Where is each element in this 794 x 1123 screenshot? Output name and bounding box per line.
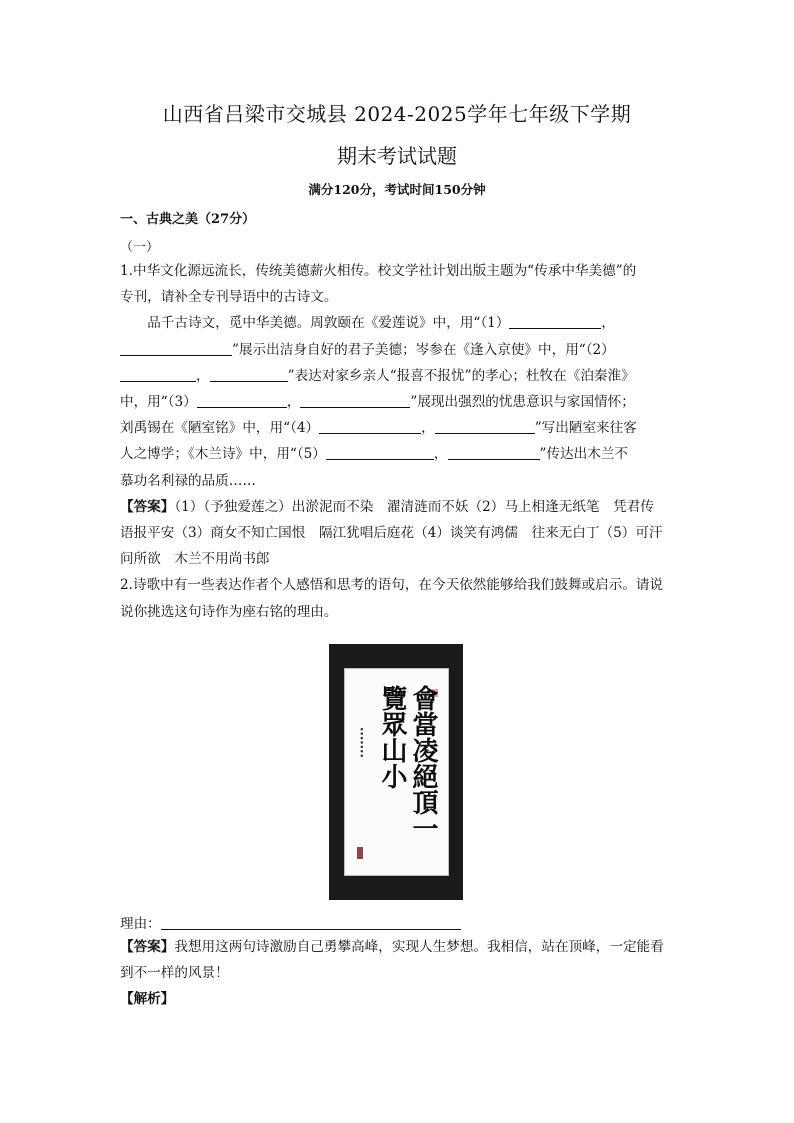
q1-intro-line4: 中，用“（3） ， ”展现出强烈的忧患意识与家国情怀； [120,394,635,411]
calligraphy-mat [344,668,449,876]
q2-answer-line2: 到不一样的风景！ [120,965,229,982]
calligraphy-text: 會當凌絕頂一覽眾山小 [377,685,438,841]
q2-stem-line2: 说你挑选这句诗作为座右铭的理由。 [120,603,338,620]
question-1 [120,258,676,625]
q1-stem-line1: 1.中华文化源远流长，传统美德薪火相传。校文学社计划出版主题为“传承中华美德”的 [120,263,637,279]
blank-5b[interactable] [448,444,540,460]
q1-answer-line1: 【答案】（1）（予独爱莲之）出淤泥而不染 濯清涟而不妖（2）马上相逢无纸笔 凭君传 [120,498,654,515]
score-time-line: 满分120分，考试时间150分钟 [308,182,486,197]
blank-3b[interactable] [300,392,410,408]
blank-2a[interactable] [120,366,196,382]
reason-line: 理由： [120,912,461,932]
calligraphy-signature: ∙∙∙∙∙∙∙ [356,727,366,758]
q1-answer-line3: 问所欲 木兰不用尚书郎 [120,551,270,568]
q1-intro-line1: 品千古诗文，觅中华美德。周敦颐在《爱莲说》中，用“（1） ， [147,315,616,332]
section-heading: 一、古典之美（27分） [120,212,256,227]
q1-intro-line3: ， ”表达对家乡亲人“报喜不报忧”的孝心；杜牧在《泊秦淮》 [120,363,676,389]
q1-intro-line5: 刘禹锡在《陋室铭》中，用“（4） ， ”写出陋室来往客 [120,420,637,437]
exam-title-line2: 期末考试试题 [337,144,457,168]
reason-blank[interactable] [161,914,461,930]
q2-analysis-label: 【解析】 [120,991,175,1008]
blank-3a[interactable] [197,392,287,408]
q1-answer-line2: 语报平安（3）商女不知亡国恨 隔江犹唱后庭花（4）谈笑有鸿儒 往来无白丁（5）可汗 [120,525,663,542]
blank-5a[interactable] [326,444,434,460]
blank-4b[interactable] [435,418,535,434]
blank-4a[interactable] [319,418,421,434]
q2-stem-line1: 2.诗歌中有一些表达作者个人感悟和思考的语句，在今天依然能够给我们鼓舞或启示。请说 [120,577,664,594]
q1-intro-line6: 人之博学；《木兰诗》中，用“（5） ， ”传达出木兰不 [120,446,629,463]
blank-1b[interactable] [120,340,232,356]
q2-answer [120,934,676,1013]
q1-intro-line7: 慕功名利禄的品质…… [120,472,256,489]
q2-answer-line1: 【答案】我想用这两句诗激励自己勇攀高峰，实现人生梦想。我相信，站在顶峰，一定能看 [120,939,664,955]
seal-stamp-bottom [357,847,363,859]
q1-intro-line2: ”展示出洁身自好的君子美德；岑参在《逢入京使》中，用“（2） [120,337,676,363]
exam-title-line1: 山西省吕梁市交城县 2024-2025学年七年级下学期 [162,102,632,126]
q1-stem-line2: 专刊，请补全专刊导语中的古诗文。 [120,289,338,306]
subsection-label: （一） [120,240,160,255]
calligraphy-scroll [329,644,463,900]
blank-2b[interactable] [210,366,288,382]
blank-1a[interactable] [509,313,601,329]
